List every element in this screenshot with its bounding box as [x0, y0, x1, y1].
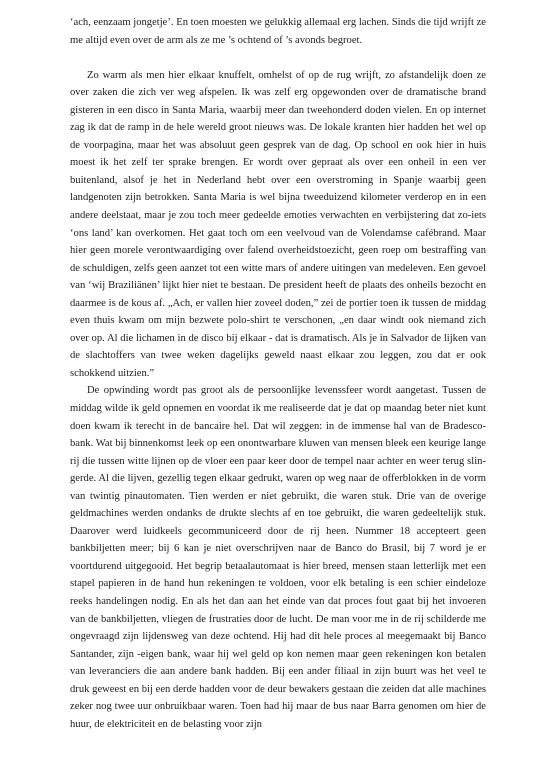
paragraph-2: Zo warm als men hier elkaar knuffelt, omhelst of op de rug wrijft, zo afstandelijk doen ze over zaken die zich ver weg afspelen. Ik was zelf erg opgewonden over de dramatische brand gisteren in een disco in Santa Maria, waarbij meer dan tweehonderd doden vielen. En op internet zag ik dat de ramp in de hele wereld groot nieuws was. De lokale kranten hier hadden het wel op de voorpagina, maar het was absoluut geen gesprek van de dag. Op school en ook hier in huis moest ik het zelf ter sprake brengen. Er wordt over gepraat als over een onheil in een ver buitenland, alsof je het in Nederland hebt over een overstroming in Spanje waarbij geen landgenoten zijn betrokken. Santa Maria is wel bijna tweeduizend kilometer verderop en in een andere deelstaat, maar je zou toch meer gedeelde emoties verwachten en verbijstering dat zo-iets ‘ons land’ kan overkomen. Het gaat toch om een veelvoud van de Volendamse cafébrand. Maar hier geen morele verontwaardiging over falend overheidstoezicht, geen roep om bestraffing van de schuldigen, zelfs geen aanzet tot een witte mars of andere uitingen van medeleven. Een gevoel van ‘wij Braziliänen’ lijkt hier niet te bestaan. De president heeft de plaats des onheils bezocht en daarmee is de kous af. „Ach, er vallen hier zoveel doden,” zei de portier toen ik tussen de middag even thuis kwam om mijn bezwete polo-shirt te verschonen, „en daar windt ook niemand zich over op. Al die lichamen in de disco bij elkaar - dat is dramatisch. Als je in Salvador de lijken van de slachtoffers van twee weken dagelijks geweld naast elkaar zou leggen, zou dat er ook schokkend uitzien.” [70, 69, 486, 379]
paragraph-3: De opwinding wordt pas groot als de persoonlijke levenssfeer wordt aangetast. Tussen de middag wilde ik geld opnemen en voordat ik me realiseerde dat je dat op maandag beter niet kunt doen kwam ik terecht in de bancaire hel. Dat wil zeggen: in de immense hal van de Bradesco-bank. Wat bij binnenkomst leek op een onontwarbare kluwen van mensen bleek een keurige lange rij die tussen witte lijnen op de vloer een paar keer door de tempel naar achter en weer terug slin-gerde. Al die lijven, gezellig tegen elkaar gedrukt, waren op weg naar de offerblokken in de vorm van twintig pinautomaten. Tien werden er niet gebruikt, die waren stuk. Drie van de overige geldmachines werden ondanks de drukte slechts af en toe gebruikt, die waren gedeeltelijk stuk. Daarover werd luidkeels gecommuniceerd door de rij heen. Nummer 18 accepteert geen bankbiljetten meer; bij 6 kan je niet overschrijven naar de Banco do Brasil, bij 7 word je er voortdurend uitgegooid. Het begrip betaalautomaat is hier breed, mensen staan letterlijk met een stapel papieren in de hand hun rekeningen te voldoen, voor elk betaling is een schier eindeloze reeks handelingen nodig. En als het dan aan het einde van dat proces fout gaat bij het invoeren van de bankbiljetten, vliegen de frustraties door de lucht. De man voor me in de rij schilderde me ongevraagd zijn lijdensweg van deze ochtend. Hij had dit hele proces al meegemaakt bij Banco Santander, zijn -eigen bank, waar hij wel geld op kon nemen maar geen rekeningen kon betalen van leveranciers die aan andere bank hadden. Bij een ander filiaal in zijn buurt was het veel te druk geweest en bij een derde hadden voor de deur bewakers gestaan die zeiden dat alle machines zeker nog twee uur onbruikbaar waren. Toen had hij maar de bus naar Barra genomen om hier de huur, de elektriciteit en de belasting voor zijn [70, 385, 486, 730]
paragraph-1: ‘ach, eenzaam jongetje’. En toen moesten we gelukkig allemaal erg lachen. Sinds die tijd wrijft ze me altijd even over de arm als ze me ’s ochtend of ’s avonds begroet. [70, 17, 486, 46]
